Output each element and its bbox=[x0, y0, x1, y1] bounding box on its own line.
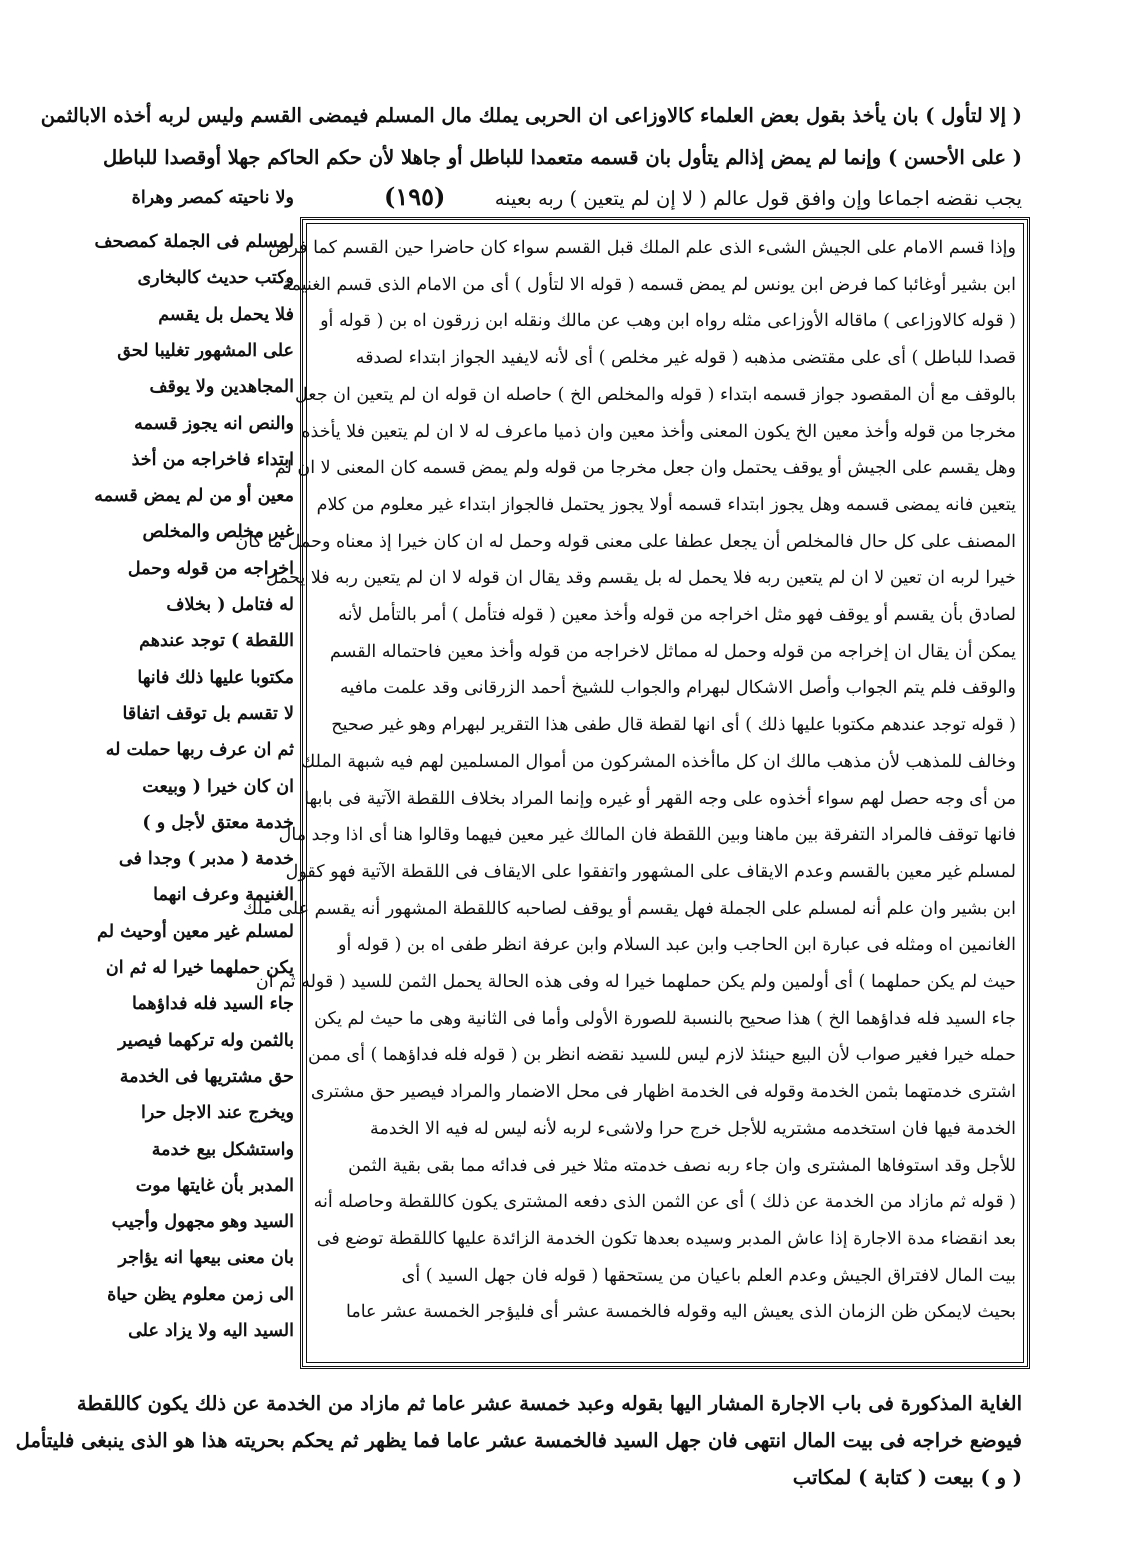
side-text-line: السيد اليه ولا يزاد على bbox=[128, 1321, 294, 1341]
side-text-line: لمسلم غير معين أوحيث لم bbox=[97, 921, 294, 942]
side-text-line: الى زمن معلوم يظن حياة bbox=[107, 1284, 294, 1305]
side-text-line: ان كان خيرا ( وبيعت bbox=[142, 776, 294, 797]
side-text-line: معين أو من لم يمض قسمه bbox=[94, 486, 294, 507]
commentary-line: ( قوله ثم مازاد من الخدمة عن ذلك ) أى عن الثمن الذى دفعه المشترى يكون كاللقطة وحاصله أنه bbox=[313, 1192, 1016, 1213]
header-line-2: ( على الأحسن ) وإنما لم يمض إذالم يتأول بان قسمه متعمدا للباطل أو جاهلا لأن حكم الحاكم جهلا أوقصدا للباطل bbox=[102, 146, 1022, 169]
side-text-line: بالثمن وله تركهما فيصير bbox=[118, 1030, 294, 1051]
commentary-line: من أى وجه حصل لهم سواء أخذوه على وجه القهر أو غيره وإنما المراد بخلاف اللقطة الآتية فى بابها bbox=[304, 788, 1016, 809]
side-text-line: لا تقسم بل توقف اتفاقا bbox=[122, 703, 294, 724]
footer-line-1: الغاية المذكورة فى باب الاجارة المشار اليها بقوله وعبد خمسة عشر عاما ثم مازاد من الخدمة عن ذلك يكون كاللقطة bbox=[76, 1392, 1022, 1415]
side-text-line: ثم ان عرف ربها حملت له bbox=[105, 740, 294, 761]
side-text-line: على المشهور تغليبا لحق bbox=[117, 340, 294, 361]
side-text-line: له فتامل ( بخلاف bbox=[166, 595, 294, 615]
footer-line-2: فيوضع خراجه فى بيت المال انتهى فان جهل السيد فالخمسة عشر عاما فما يظهر ثم يحكم بحريته هذا هو الذى ينبغى فليتأمل bbox=[15, 1429, 1022, 1452]
commentary-line: ابن بشير أوغائبا كما فرض ابن يونس لم يمض قسمه ( قوله الا لتأول ) أى من الامام الذى قسم الغنيمة bbox=[282, 274, 1016, 295]
side-text-line: واستشكل بيع خدمة bbox=[151, 1139, 294, 1160]
page-number: (١٩٥) bbox=[384, 182, 446, 211]
side-text-line: خدمة ( مدبر ) وجدا فى bbox=[118, 849, 294, 870]
commentary-line: ( قوله كالاوزاعى ) ماقاله الأوزاعى مثله رواه ابن وهب عن مالك ونقله ابن زرقون اه بن ( قوله أو bbox=[320, 311, 1016, 332]
side-text-line: غير مخلص والمخلص bbox=[142, 522, 294, 543]
commentary-line: ( قوله توجد عندهم مكتوبا عليها ذلك ) أى انها لقطة قال طفى هذا التقرير لبهرام وهو غير صحيح bbox=[331, 715, 1016, 736]
commentary-line: خيرا لربه ان تعين لا ان لم يتعين ربه فلا يحمل له بل يقسم وقد يقال ان قوله لا ان لم يتعين ربه فلا يحمل bbox=[265, 568, 1016, 589]
commentary-line: والوقف فلم يتم الجواب وأصل الاشكال لبهرام والجواب للشيخ أحمد الزرقانى وقد علمت مافيه bbox=[340, 678, 1016, 699]
side-text-line: يكن حملهما خيرا له ثم ان bbox=[105, 958, 294, 978]
commentary-line: وهل يقسم على الجيش أو يوقف يحتمل وان جعل مخرجا من قوله ولم يمض قسمه كان المعنى لا ان لم bbox=[274, 458, 1016, 479]
side-text-line: الغنيمة وعرف انهما bbox=[153, 885, 294, 906]
side-text-line: جاء السيد فله فداؤهما bbox=[131, 994, 294, 1015]
side-heading: ولا ناحيته كمصر وهراة bbox=[131, 188, 294, 208]
commentary-line: الخدمة فيها فان استخدمه مشتريه للأجل خرج حرا ولاشىء لربه لأنه ليس له فيه الا الخدمة bbox=[370, 1118, 1016, 1139]
commentary-line: للأجل وقد استوفاها المشترى وان جاء ربه نصف خدمته مثلا خير فى فدائه مما بقى بقية الثمن bbox=[348, 1155, 1016, 1176]
header-line-1: ( إلا لتأول ) بان يأخذ بقول بعض العلماء كالاوزاعى ان الحربى يملك مال المسلم فيمضى القسم وليس لربه أخذه الابالثمن bbox=[40, 104, 1022, 127]
side-text-line: ابتداء فاخراجه من أخذ bbox=[131, 449, 294, 470]
commentary-line: حمله خيرا فغير صواب لأن البيع حينئذ لازم ليس للسيد نقضه انظر بن ( قوله فله فداؤهما ) أى ممن bbox=[308, 1045, 1016, 1066]
side-text-line: المدبر بأن غايتها موت bbox=[135, 1175, 294, 1196]
commentary-line: بيت المال لافتراق الجيش وعدم العلم باعيان من يستحقها ( قوله فان جهل السيد ) أى bbox=[401, 1265, 1016, 1286]
commentary-line: مخرجا من قوله وأخذ معين الخ يكون المعنى وأخذ معين وان ذميا ماعرف له لا ان لم يتعين فلا يأخذه bbox=[301, 421, 1016, 442]
side-text-line: خدمة معتق لأجل و ) bbox=[142, 812, 294, 833]
side-text-line: ويخرج عند الاجل حرا bbox=[140, 1103, 294, 1124]
header-line-3: يجب نقضه اجماعا وإن وافق قول عالم ( لا إن لم يتعين ) ربه بعينه bbox=[494, 187, 1022, 210]
side-text-line: بان معنى بيعها انه يؤاجر bbox=[118, 1248, 294, 1269]
commentary-line: وإذا قسم الامام على الجيش الشىء الذى علم الملك قبل القسم سواء كان حاضرا حين القسم كما فرض bbox=[268, 238, 1016, 258]
commentary-line: المصنف على كل حال فالمخلص أن يجعل عطفا على معنى قوله وحمل له ان كان خيرا إذ معناه وحمل ما كان bbox=[235, 531, 1016, 552]
side-text-line: وكتب حديث كالبخارى bbox=[137, 268, 294, 289]
commentary-line: جاء السيد فله فداؤهما الخ ) هذا صحيح بالنسبة للصورة الأولى وأما فى الثانية وهى ما حيث لم يكن bbox=[314, 1008, 1016, 1029]
commentary-line: وخالف للمذهب لأن مذهب مالك ان كل ماأخذه المشركون من أموال المسلمين لهم فيه شبهة الملك bbox=[300, 751, 1016, 772]
commentary-line: بحيث لايمكن ظن الزمان الذى يعيش اليه وقوله فالخمسة عشر أى فليؤجر الخمسة عشر عاما bbox=[346, 1302, 1016, 1323]
side-text-line: مكتوبا عليها ذلك فانها bbox=[137, 667, 294, 688]
commentary-line: الغانمين اه ومثله فى عبارة ابن الحاجب وابن عبد السلام وابن عرفة انظر طفى اه بن ( قوله أو bbox=[338, 935, 1016, 956]
commentary-line: يتعين فانه يمضى قسمه وهل يجوز ابتداء قسمه أولا يجوز يحتمل فالجواز ابتداء غير معلوم من كلام bbox=[316, 494, 1016, 515]
commentary-line: قصدا للباطل ) أى على مقتضى مذهبه ( قوله غير مخلص ) أى لأنه لايفيد الجواز ابتداء لصدقه bbox=[355, 348, 1016, 369]
commentary-line: بعد انقضاء مدة الاجارة إذا عاش المدبر وسيده بعدها تكون الخدمة الزائدة عليها كاللقطة توضع فى bbox=[316, 1228, 1016, 1249]
side-text-line: فلا يحمل بل يقسم bbox=[158, 304, 294, 325]
side-text-line: والنص انه يجوز قسمه bbox=[134, 413, 294, 434]
commentary-line: لمسلم غير معين بالقسم وعدم الايقاف على المشهور واتفقوا على الايقاف فى اللقطة الآتية فهو كقول bbox=[285, 861, 1016, 882]
commentary-line: فانها توقف فالمراد التفرقة بين ماهنا وبين اللقطة فان المالك غير معين فيهما وقالوا هنا أى اذا وجد مال bbox=[278, 825, 1016, 846]
commentary-line: لصادق بأن يقسم أو يوقف فهو مثل اخراجه من قوله وأخذ معين ( قوله فتأمل ) أمر بالتأمل لأنه bbox=[338, 605, 1016, 625]
footer-line-3: ( و ) بيعت ( كتابة ) لمكاتب bbox=[792, 1466, 1022, 1489]
side-text-line: السيد وهو مجهول وأجيب bbox=[111, 1212, 294, 1233]
side-text-line: المجاهدين ولا يوقف bbox=[149, 377, 294, 398]
commentary-line: حيث لم يكن حملهما ) أى أولمين ولم يكن حملهما خيرا له وفى هذه الحالة يحمل الثمن للسيد ( قوله ثم ان bbox=[255, 972, 1016, 992]
commentary-line: اشترى خدمتهما بثمن الخدمة وقوله فى الخدمة اظهار فى محل الاضمار والمراد فيصير حق مشترى bbox=[310, 1082, 1016, 1103]
side-text-line: اللقطة ) توجد عندهم bbox=[139, 631, 294, 652]
side-text-line: لمسلم فى الجملة كمصحف bbox=[94, 232, 294, 252]
side-text-line: حق مشتريها فى الخدمة bbox=[119, 1066, 294, 1087]
commentary-line: يمكن أن يقال ان إخراجه من قوله وحمل له مماثل لاخراجه من قوله وأخذ معين فاحتماله القسم bbox=[329, 641, 1016, 662]
commentary-line: ابن بشير وان علم أنه لمسلم على الجملة فهل يقسم أو يوقف لصاحبه كاللقطة المشهور أنه يقسم على ملك bbox=[242, 898, 1016, 919]
side-text-line: اخراجه من قوله وحمل bbox=[127, 558, 294, 579]
commentary-line: بالوقف مع أن المقصود جواز قسمه ابتداء ( قوله والمخلص الخ ) حاصله ان قوله ان لم يتعين ان جعل bbox=[295, 384, 1016, 405]
